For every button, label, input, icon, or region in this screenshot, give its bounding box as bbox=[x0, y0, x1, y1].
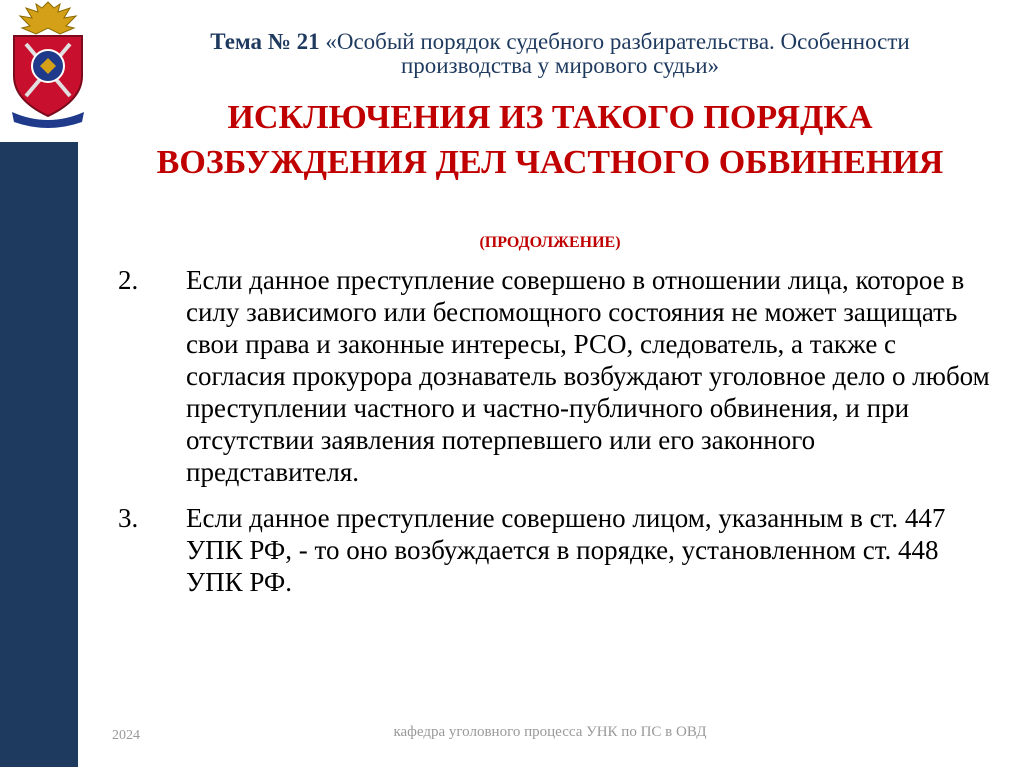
list-item-text: Если данное преступление совершено лицом, указанным в ст. 447 УПК РФ, - то оно возбуждается в порядке, установленном ст. 448 УПК РФ. bbox=[186, 503, 946, 597]
sidebar-bar bbox=[0, 142, 78, 767]
list-item-number: 3. bbox=[118, 503, 139, 533]
emblem-icon bbox=[2, 0, 94, 132]
topic-header bbox=[150, 30, 970, 78]
list-item-text: Если данное преступление совершено в отношении лица, которое в силу зависимого или беспомощного состояния не может защищать свои права и законные интересы, РСО, следователь, а также с согласия прокурора дознаватель возбуждают уголовное дело о любом преступлении частного и частно-публичного обвинения, и при отсутствии заявления потерпевшего или его законного представителя. bbox=[186, 265, 990, 487]
footer-department: кафедра уголовного процесса УНК по ПС в ОВД bbox=[393, 724, 707, 740]
page-subtitle: (ПРОДОЛЖЕНИЕ) bbox=[479, 234, 621, 251]
list-item-number: 2. bbox=[118, 265, 139, 295]
list-item bbox=[112, 502, 992, 598]
topic-text: «Особый порядок судебного разбирательства. Особенности производства у мирового судьи» bbox=[325, 29, 910, 78]
page-title: ИСКЛЮЧЕНИЯ ИЗ ТАКОГО ПОРЯДКА ВОЗБУЖДЕНИЯ ДЕЛ ЧАСТНОГО ОБВИНЕНИЯ bbox=[156, 99, 944, 181]
list-item bbox=[112, 264, 992, 488]
exceptions-list bbox=[112, 264, 992, 598]
footer-year: 2024 bbox=[112, 728, 140, 743]
topic-number: Тема № 21 bbox=[210, 29, 320, 54]
